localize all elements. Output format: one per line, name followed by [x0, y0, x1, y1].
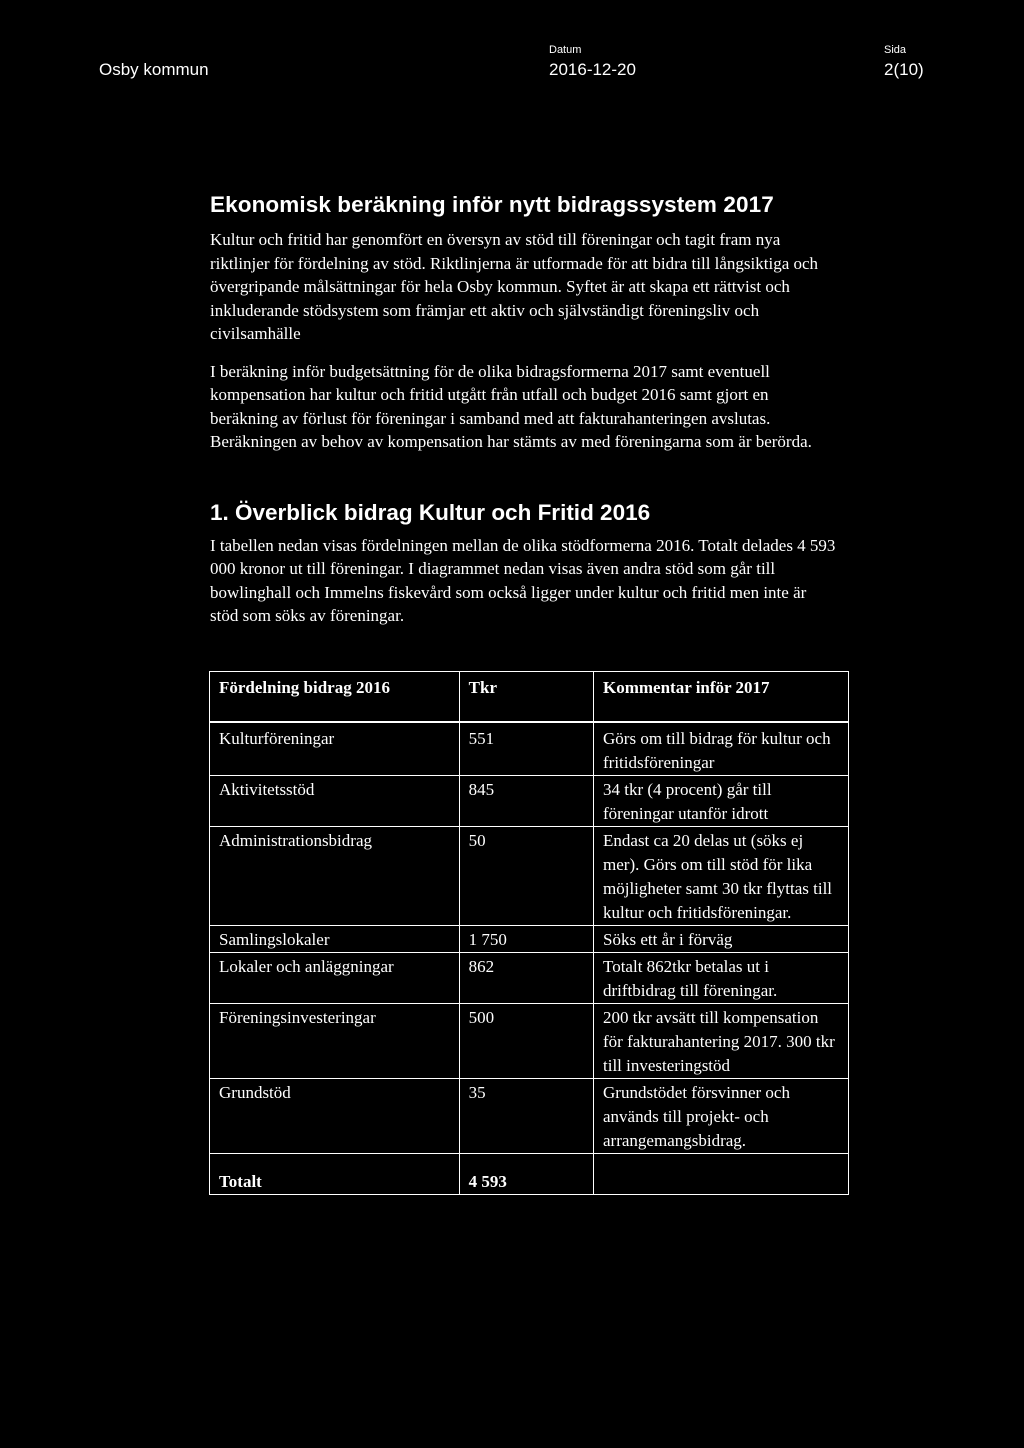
- row-tkr: 551: [459, 722, 593, 776]
- row-category: Samlingslokaler: [210, 926, 460, 953]
- row-category: Aktivitetsstöd: [210, 776, 460, 827]
- total-tkr: 4 593: [459, 1154, 593, 1195]
- intro-paragraph-2: I beräkning inför budgetsättning för de olika bidragsformerna 2017 samt eventuell kompensation har kultur och fritid utgått från utfall och budget 2016 samt gjort en beräkning av förlust för föreningar i samband med att fakturahanteringen avslutas. Beräkningen av behov av kompensation har stämts av med föreningarna som är berörda.: [210, 361, 812, 451]
- row-tkr: 50: [459, 827, 593, 926]
- row-comment: Görs om till bidrag för kultur och fritidsföreningar: [594, 722, 849, 776]
- header-category: Fördelning bidrag 2016: [210, 672, 460, 723]
- date-label: Datum: [549, 44, 582, 56]
- row-tkr: 845: [459, 776, 593, 827]
- table-row: [210, 926, 849, 953]
- header-comment: Kommentar inför 2017: [594, 672, 849, 723]
- table-row: [210, 1079, 849, 1154]
- table-total-row: [210, 1154, 849, 1195]
- row-comment: Grundstödet försvinner och används till projekt- och arrangemangsbidrag.: [594, 1079, 849, 1154]
- row-category: Administrationsbidrag: [210, 827, 460, 926]
- page-label: Sida: [884, 44, 907, 56]
- row-category: Kulturföreningar: [210, 722, 460, 776]
- table-row: [210, 1004, 849, 1079]
- table-row: [210, 776, 849, 827]
- section-paragraph: I tabellen nedan visas fördelningen mellan de olika stödformerna 2016. Totalt delades 4 593 000 kronor ut till föreningar. I diagrammet nedan visas även andra stöd som går till bowlinghall och Immelns fiskevård som också ligger under kultur och fritid men inte är stöd som söks av föreningar.: [210, 535, 836, 625]
- page-number: 2(10): [884, 60, 924, 79]
- grant-distribution-table: [209, 671, 849, 1195]
- row-tkr: 862: [459, 953, 593, 1004]
- row-comment: 34 tkr (4 procent) går till föreningar utanför idrott: [594, 776, 849, 827]
- document-body: [210, 190, 850, 628]
- section-heading: 1. Överblick bidrag Kultur och Fritid 2016: [210, 499, 651, 525]
- row-category: Grundstöd: [210, 1079, 460, 1154]
- intro-paragraph-1: Kultur och fritid har genomfört en översyn av stöd till föreningar och tagit fram nya riktlinjer för fördelning av stöd. Riktlinjerna är utformade för att bidra till långsiktiga och övergripande målsättningar för hela Osby kommun. Syftet är att skapa ett rättvist och inkluderande stödsystem som främjar ett aktiv och självständigt föreningsliv och civilsamhälle: [210, 230, 819, 343]
- row-tkr: 1 750: [459, 926, 593, 953]
- header-tkr: Tkr: [459, 672, 593, 723]
- row-comment: Söks ett år i förväg: [594, 926, 849, 953]
- total-label: Totalt: [210, 1154, 460, 1195]
- document-title: Ekonomisk beräkning inför nytt bidragssystem 2017: [210, 192, 774, 217]
- table-row: [210, 953, 849, 1004]
- row-comment: Endast ca 20 delas ut (söks ej mer). Görs om till stöd för lika möjligheter samt 30 tkr flyttas till kultur och fritidsföreningar.: [594, 827, 849, 926]
- date-value: 2016-12-20: [549, 60, 636, 79]
- row-comment: 200 tkr avsätt till kompensation för fakturahantering 2017. 300 tkr till investeringstöd: [594, 1004, 849, 1079]
- total-comment: [594, 1154, 849, 1195]
- organization-name: Osby kommun: [99, 60, 209, 79]
- table-row: [210, 827, 849, 926]
- row-category: Föreningsinvesteringar: [210, 1004, 460, 1079]
- row-category: Lokaler och anläggningar: [210, 953, 460, 1004]
- row-tkr: 35: [459, 1079, 593, 1154]
- table-header-row: [210, 672, 849, 723]
- table-row: [210, 722, 849, 776]
- row-comment: Totalt 862tkr betalas ut i driftbidrag till föreningar.: [594, 953, 849, 1004]
- row-tkr: 500: [459, 1004, 593, 1079]
